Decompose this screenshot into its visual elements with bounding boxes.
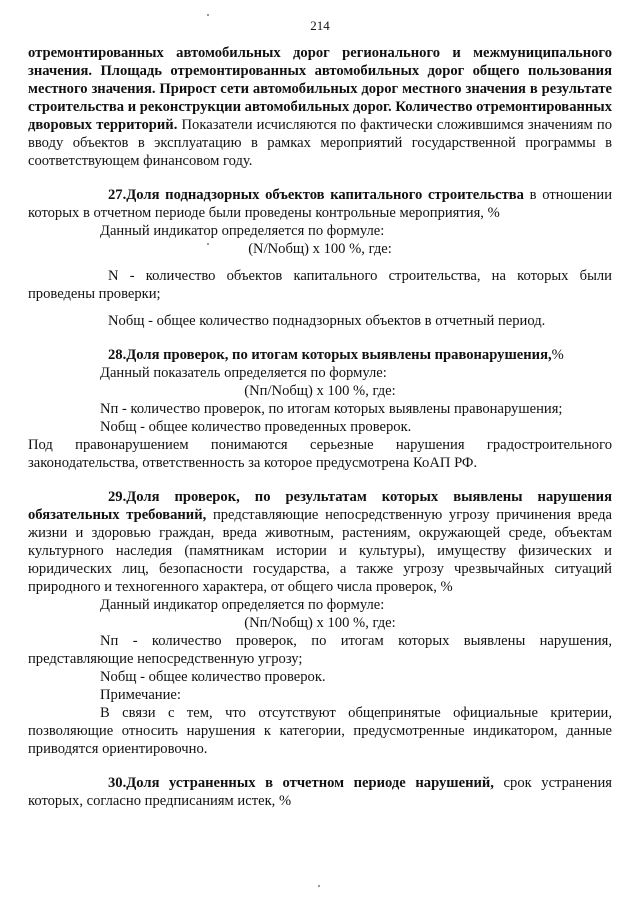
section-28-title: 28.Доля проверок, по итогам которых выявлены правонарушения, — [108, 347, 552, 363]
section-27-title: 27.Доля поднадзорных объектов капитального строительства — [108, 187, 524, 203]
section-27-definition-ntotal: Nобщ - общее количество поднадзорных объектов в отчетный период. — [108, 313, 546, 329]
section-28-title-rest: % — [551, 347, 564, 363]
section-28-formula: (Nп/Nобщ) х 100 %, где: — [244, 383, 396, 399]
section-28-definition-ntotal: Nобщ - общее количество проведенных проверок. — [100, 419, 412, 435]
intro-bold-text: отремонтированных автомобильных дорог регионального и межмуниципального значения. Площадь отремонтированных автомобильных дорог общего пользования местного значения. Прирост сети автомобильных дорог местного значения в результате строительства и реконструкции автомобильных дорог. Количество отремонтированных дворовых территорий. — [28, 45, 612, 133]
section-29-definition-ntotal: Nобщ - общее количество проверок. — [100, 669, 326, 685]
section-30-title: 30.Доля устраненных в отчетном периоде нарушений, — [108, 775, 494, 791]
section-27-formula: (N/Nобщ) х 100 %, где: — [248, 241, 392, 257]
section-29-note: В связи с тем, что отсутствуют общепринятые официальные критерии, позволяющие относить нарушения к категории, предусмотренные индикатором, данные приводятся ориентировочно. — [28, 705, 612, 757]
section-30-heading — [28, 774, 612, 810]
section-29-title-rest: представляющие непосредственную угрозу причинения вреда жизни и здоровью граждан, вреда животным, растениям, окружающей среде, объектам культурного наследия (памятникам истории и культуры), имуществу физических и юридических лиц, безопасности государства, а также угрозу чрезвычайных ситуаций природного и техногенного характера, от общего числа проверок, % — [28, 507, 612, 595]
section-29-formula: (Nп/Nобщ) х 100 %, где: — [244, 615, 396, 631]
page-number: 214 — [310, 18, 330, 33]
section-27-heading — [28, 186, 612, 222]
scan-speck — [207, 14, 209, 16]
section-30-title-rest: срок устранения которых, согласно предписаниям истек, % — [28, 775, 612, 809]
section-29-formula-intro: Данный индикатор определяется по формуле: — [100, 597, 385, 613]
intro-normal-text: Показатели исчисляются по фактически сложившимся значениям по вводу объектов в эксплуатацию в рамках мероприятий государственной программы в соответствующем финансовом году. — [28, 117, 613, 169]
section-27-title-rest: в отношении которых в отчетном периоде были проведены контрольные мероприятия, % — [28, 187, 613, 221]
section-28-definition-np: Nп - количество проверок, по итогам которых выявлены правонарушения; — [100, 401, 563, 417]
section-29-title: 29.Доля проверок, по результатам которых выявлены нарушения обязательных требований, — [28, 489, 612, 523]
intro-paragraph — [28, 44, 612, 170]
section-29-heading — [28, 488, 612, 596]
section-28-heading — [28, 346, 612, 364]
section-28-formula-intro: Данный показатель определяется по формуле: — [100, 365, 387, 381]
section-28-note: Под правонарушением понимаются серьезные нарушения градостроительного законодательства, ответственность за которое предусмотрена КоАП РФ. — [28, 437, 612, 471]
section-29-definition-np: Nп - количество проверок, по итогам которых выявлены нарушения, представляющие непосредственную угрозу; — [28, 633, 612, 667]
section-27-formula-intro: Данный индикатор определяется по формуле: — [100, 223, 385, 239]
section-27-definition-n: N - количество объектов капитального строительства, на которых были проведены проверки; — [28, 268, 612, 302]
document-body — [28, 44, 612, 810]
scan-speck — [318, 885, 320, 887]
section-29-note-label: Примечание: — [100, 687, 181, 703]
